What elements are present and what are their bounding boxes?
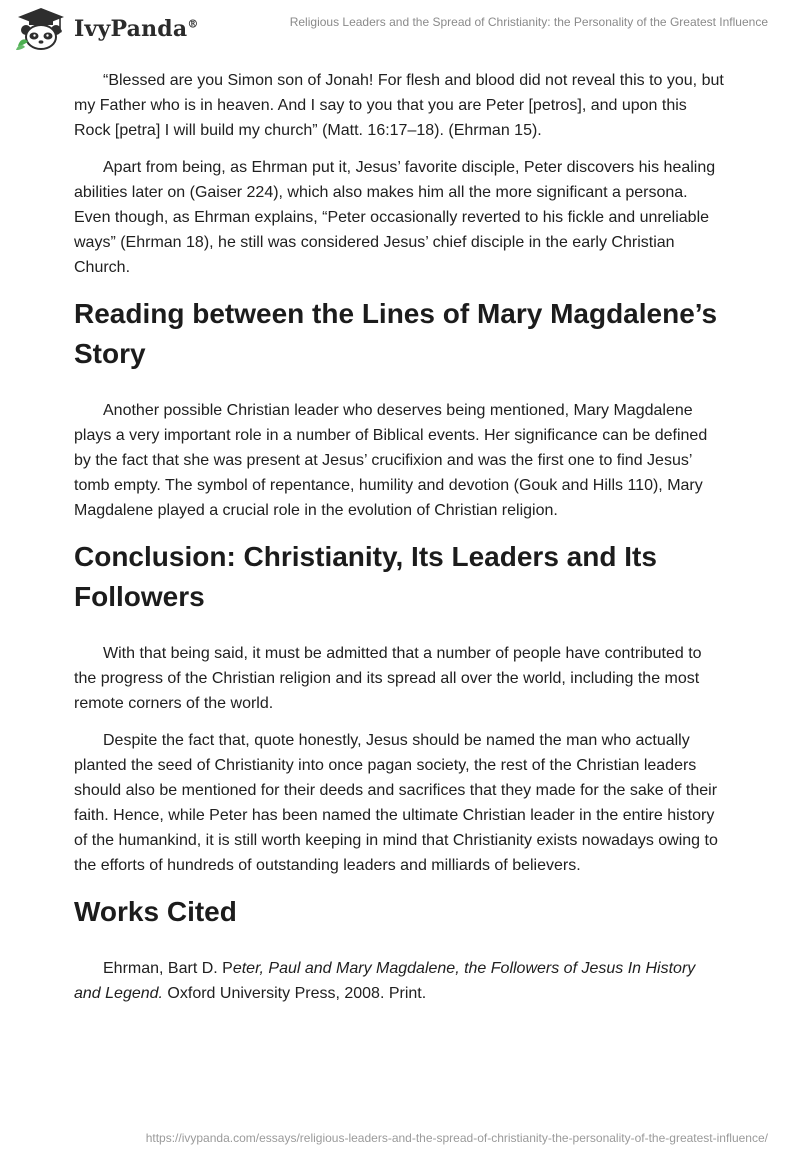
section-heading-mary-magdalene: Reading between the Lines of Mary Magdalene’s Story — [74, 298, 718, 369]
conclusion-paragraph-2: Despite the fact that, quote honestly, Jesus should be named the man who actually planted the seed of Christianity into once pagan society, the rest of the Christian leaders should also be mentioned for their deeds and sacrifices that they made for the sake of their faith. Hence, while Peter has been named the ultimate Christian leader in the entire history of the humankind, it is still worth keeping in mind that Christianity exists nowadays owing to the efforts of hundreds of outstanding leaders and milliards of believers. — [74, 732, 718, 874]
essay-content — [74, 68, 726, 1018]
brand-name: IvyPanda® — [74, 16, 199, 42]
section-heading-conclusion: Conclusion: Christianity, Its Leaders and Its Followers — [74, 541, 657, 612]
page-header — [0, 0, 800, 60]
document-title: Religious Leaders and the Spread of Christianity: the Personality of the Greatest Influence — [289, 15, 768, 29]
conclusion-paragraph-1: With that being said, it must be admitted that a number of people have contributed to the progress of the Christian religion and its spread all over the world, including the most remote corners of the world. — [74, 645, 702, 712]
quote-paragraph: “Blessed are you Simon son of Jonah! For flesh and blood did not reveal this to you, but my Father who is in heaven. And I say to you that you are Peter [petros], and upon this Rock [petra] I will build my church” (Matt. 16:17–18). (Ehrman 15). — [74, 72, 724, 139]
panda-graduate-icon — [14, 6, 68, 52]
citation-title: eter, Paul and Mary Magdalene, the Followers of Jesus In History and Legend. — [74, 960, 696, 1002]
citation-entry: Ehrman, Bart D. Peter, Paul and Mary Magdalene, the Followers of Jesus In History and Legend. Oxford University Press, 2008. Print. — [74, 960, 696, 1002]
section-heading-works-cited: Works Cited — [74, 896, 237, 927]
peter-paragraph: Apart from being, as Ehrman put it, Jesus’ favorite disciple, Peter discovers his healing abilities later on (Gaiser 224), which also makes him all the more significant a persona. Even though, as Ehrman explains, “Peter occasionally reverted to his fickle and unreliable ways” (Ehrman 18), he still was considered Jesus’ chief disciple in the early Christian Church. — [74, 159, 716, 276]
source-url[interactable]: https://ivypanda.com/essays/religious-leaders-and-the-spread-of-christianity-the-personality-of-the-greatest-influence/ — [145, 1131, 768, 1145]
ivypanda-logo[interactable] — [14, 6, 199, 52]
mary-paragraph: Another possible Christian leader who deserves being mentioned, Mary Magdalene plays a very important role in a number of Biblical events. Her significance can be defined by the fact that she was present at Jesus’ crucifixion and was the first one to find Jesus’ tomb empty. The symbol of repentance, humility and devotion (Gouk and Hills 110), Mary Magdalene played a crucial role in the evolution of Christian religion. — [74, 402, 708, 519]
